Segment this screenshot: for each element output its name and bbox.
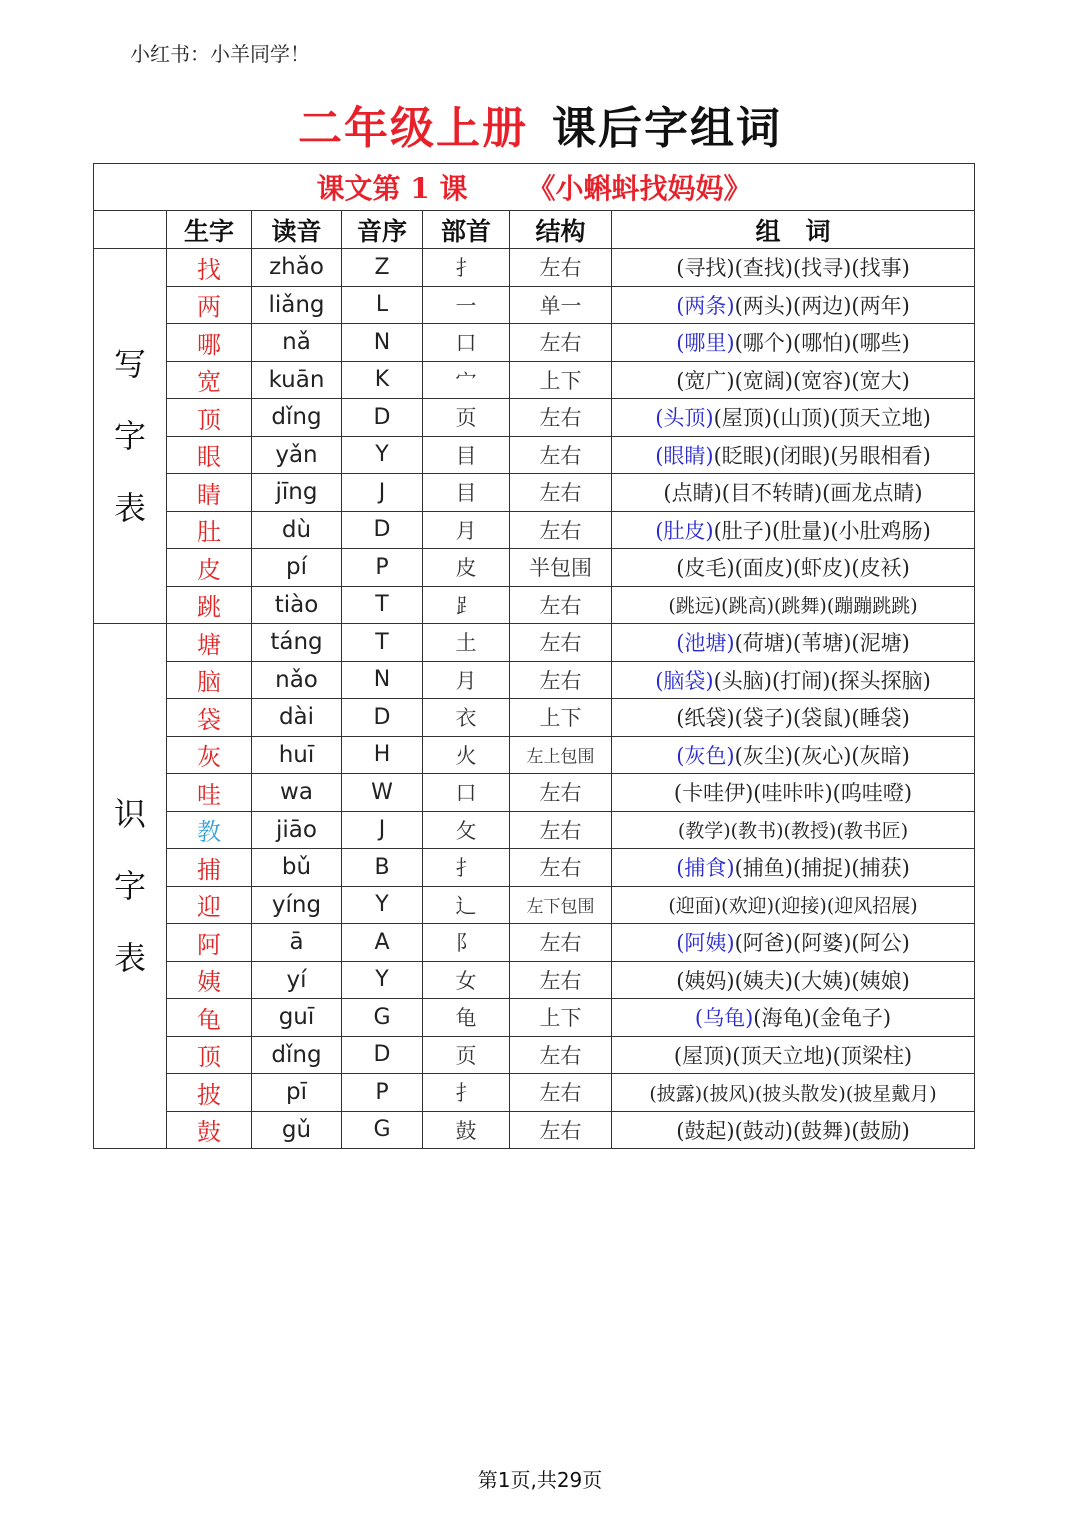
table-row: [94, 286, 975, 324]
radical-cell: 扌: [423, 1074, 510, 1112]
pinyin-cell: yíng: [252, 886, 342, 924]
section-writing-table: [94, 249, 167, 624]
table-row: [94, 436, 975, 474]
words-cell: [612, 249, 975, 287]
radical-cell: 扌: [423, 249, 510, 287]
char-cell: 眼: [167, 436, 252, 474]
word-list: (哪个)(哪怕)(哪些): [734, 331, 910, 356]
structure-cell: 左右: [510, 774, 612, 812]
pinyin-cell: dù: [252, 511, 342, 549]
lesson-number: 课文第 1 课: [316, 172, 468, 205]
highlighted-word: (肚皮): [655, 518, 714, 543]
structure-cell: 单一: [510, 286, 612, 324]
table-row: [94, 736, 975, 774]
char-cell: 鼓: [167, 1111, 252, 1149]
char-cell: 肚: [167, 511, 252, 549]
index-cell: Y: [342, 436, 423, 474]
structure-cell: 左右: [510, 961, 612, 999]
words-cell: [612, 999, 975, 1037]
word-list: (海龟)(金龟子): [753, 1006, 892, 1031]
index-cell: D: [342, 699, 423, 737]
radical-cell: 火: [423, 736, 510, 774]
index-cell: G: [342, 999, 423, 1037]
section-label: 识 字 表: [113, 795, 146, 977]
word-list: (肚子)(肚量)(小肚鸡肠): [713, 518, 931, 543]
word-list: (捕鱼)(捕捉)(捕获): [734, 856, 910, 881]
table-row: [94, 661, 975, 699]
word-list: (阿爸)(阿婆)(阿公): [734, 931, 910, 956]
word-list: (迎面)(欢迎)(迎接)(迎风招展): [668, 895, 918, 918]
title-topic: 课后字组词: [552, 103, 782, 154]
words-cell: [612, 399, 975, 437]
word-list: (寻找)(查找)(找寻)(找事): [676, 256, 910, 281]
column-header: 组 词: [612, 211, 975, 249]
char-cell: 披: [167, 1074, 252, 1112]
table-row: [94, 399, 975, 437]
char-cell: 顶: [167, 1036, 252, 1074]
word-list: (屋顶)(山顶)(顶天立地): [713, 406, 931, 431]
structure-cell: 左右: [510, 924, 612, 962]
column-header: 部首: [423, 211, 510, 249]
column-header: 音序: [342, 211, 423, 249]
structure-cell: 左右: [510, 586, 612, 624]
word-list: (皮毛)(面皮)(虾皮)(皮袄): [676, 556, 910, 581]
source-label: 小红书：小羊同学！: [130, 42, 310, 66]
highlighted-word: (捕食): [676, 856, 735, 881]
structure-cell: 左右: [510, 324, 612, 362]
structure-cell: 左右: [510, 1111, 612, 1149]
table-row: [94, 924, 975, 962]
table-row: [94, 586, 975, 624]
words-cell: [612, 736, 975, 774]
word-list: (鼓起)(鼓动)(鼓舞)(鼓励): [676, 1118, 910, 1143]
radical-cell: 皮: [423, 549, 510, 587]
table-row: [94, 549, 975, 587]
words-cell: [612, 324, 975, 362]
words-cell: [612, 811, 975, 849]
index-cell: T: [342, 624, 423, 662]
lesson-title: 《小蝌蚪找妈妈》: [527, 172, 752, 205]
word-list: (跳远)(跳高)(跳舞)(蹦蹦跳跳): [668, 595, 918, 618]
table-row: [94, 361, 975, 399]
index-cell: D: [342, 511, 423, 549]
table-row: [94, 774, 975, 812]
radical-cell: ⻊: [423, 586, 510, 624]
index-cell: P: [342, 549, 423, 587]
radical-cell: 页: [423, 1036, 510, 1074]
word-list: (姨妈)(姨夫)(大姨)(姨娘): [676, 968, 910, 993]
structure-cell: 左右: [510, 399, 612, 437]
structure-cell: 左下包围: [510, 886, 612, 924]
pinyin-cell: pí: [252, 549, 342, 587]
words-cell: [612, 361, 975, 399]
index-cell: A: [342, 924, 423, 962]
radical-cell: 女: [423, 961, 510, 999]
highlighted-word: (脑袋): [655, 668, 714, 693]
table-row: [94, 886, 975, 924]
char-cell: 顶: [167, 399, 252, 437]
words-cell: [612, 436, 975, 474]
highlighted-word: (两条): [676, 293, 735, 318]
radical-cell: 龟: [423, 999, 510, 1037]
pinyin-cell: dǐng: [252, 1036, 342, 1074]
pinyin-cell: huī: [252, 736, 342, 774]
index-cell: H: [342, 736, 423, 774]
radical-cell: 辶: [423, 886, 510, 924]
index-cell: Y: [342, 886, 423, 924]
index-cell: W: [342, 774, 423, 812]
radical-cell: 扌: [423, 849, 510, 887]
word-list: (卡哇伊)(哇咔咔)(呜哇噔): [673, 781, 913, 806]
index-cell: G: [342, 1111, 423, 1149]
char-cell: 宽: [167, 361, 252, 399]
index-cell: K: [342, 361, 423, 399]
words-cell: [612, 1074, 975, 1112]
index-cell: L: [342, 286, 423, 324]
index-cell: T: [342, 586, 423, 624]
char-cell: 龟: [167, 999, 252, 1037]
table-row: [94, 961, 975, 999]
radical-cell: 攵: [423, 811, 510, 849]
words-cell: [612, 586, 975, 624]
radical-cell: 阝: [423, 924, 510, 962]
pinyin-cell: zhǎo: [252, 249, 342, 287]
page-footer: 第1页,共29页: [477, 1468, 603, 1492]
index-cell: P: [342, 1074, 423, 1112]
char-cell: 哪: [167, 324, 252, 362]
page-title: [0, 92, 1080, 156]
words-cell: [612, 1036, 975, 1074]
word-list: (眨眼)(闭眼)(另眼相看): [713, 443, 931, 468]
table-row: [94, 1074, 975, 1112]
words-cell: [612, 699, 975, 737]
structure-cell: 左右: [510, 1074, 612, 1112]
highlighted-word: (眼睛): [655, 443, 714, 468]
radical-cell: 口: [423, 774, 510, 812]
char-cell: 皮: [167, 549, 252, 587]
pinyin-cell: dǐng: [252, 399, 342, 437]
highlighted-word: (阿姨): [676, 931, 735, 956]
highlighted-word: (头顶): [655, 406, 714, 431]
pinyin-cell: bǔ: [252, 849, 342, 887]
radical-cell: 月: [423, 661, 510, 699]
pinyin-cell: nǎ: [252, 324, 342, 362]
words-cell: [612, 286, 975, 324]
radical-cell: 宀: [423, 361, 510, 399]
table-row: [94, 474, 975, 512]
char-cell: 捕: [167, 849, 252, 887]
word-list: (教学)(教书)(教授)(教书匠): [677, 820, 909, 843]
radical-cell: 鼓: [423, 1111, 510, 1149]
title-grade: 二年级上册: [298, 103, 528, 154]
char-cell: 阿: [167, 924, 252, 962]
section-recognition-table: [94, 624, 167, 1149]
structure-cell: 左右: [510, 249, 612, 287]
word-list: (纸袋)(袋子)(袋鼠)(睡袋): [676, 706, 910, 731]
highlighted-word: (乌龟): [694, 1006, 754, 1031]
index-cell: D: [342, 1036, 423, 1074]
table-row: [94, 511, 975, 549]
words-cell: [612, 961, 975, 999]
index-cell: Y: [342, 961, 423, 999]
column-header: 结构: [510, 211, 612, 249]
word-list: (头脑)(打闹)(探头探脑): [713, 668, 931, 693]
radical-cell: 一: [423, 286, 510, 324]
char-cell: 睛: [167, 474, 252, 512]
highlighted-word: (灰色): [676, 743, 735, 768]
pinyin-cell: jīng: [252, 474, 342, 512]
index-cell: D: [342, 399, 423, 437]
radical-cell: 土: [423, 624, 510, 662]
index-cell: J: [342, 811, 423, 849]
char-cell: 跳: [167, 586, 252, 624]
words-cell: [612, 924, 975, 962]
pinyin-cell: nǎo: [252, 661, 342, 699]
structure-cell: 上下: [510, 361, 612, 399]
pinyin-cell: jiāo: [252, 811, 342, 849]
char-cell: 姨: [167, 961, 252, 999]
char-cell: 袋: [167, 699, 252, 737]
word-list: (宽广)(宽阔)(宽容)(宽大): [676, 368, 910, 393]
highlighted-word: (池塘): [676, 631, 735, 656]
index-cell: N: [342, 324, 423, 362]
word-list: (点睛)(目不转睛)(画龙点睛): [663, 481, 923, 506]
column-header: 读音: [252, 211, 342, 249]
words-cell: [612, 1111, 975, 1149]
pinyin-cell: kuān: [252, 361, 342, 399]
pinyin-cell: dài: [252, 699, 342, 737]
index-cell: Z: [342, 249, 423, 287]
structure-cell: 上下: [510, 699, 612, 737]
table-row: [94, 624, 975, 662]
table-row: [94, 324, 975, 362]
highlighted-word: (哪里): [676, 331, 735, 356]
words-cell: [612, 624, 975, 662]
structure-cell: 半包围: [510, 549, 612, 587]
words-cell: [612, 661, 975, 699]
radical-cell: 衣: [423, 699, 510, 737]
word-list: (两头)(两边)(两年): [734, 293, 910, 318]
char-cell: 两: [167, 286, 252, 324]
pinyin-cell: yí: [252, 961, 342, 999]
vocab-table: [93, 163, 975, 1149]
word-list: (灰尘)(灰心)(灰暗): [734, 743, 910, 768]
table-row: [94, 999, 975, 1037]
structure-cell: 左右: [510, 811, 612, 849]
words-cell: [612, 549, 975, 587]
char-cell: 找: [167, 249, 252, 287]
table-row: [94, 699, 975, 737]
structure-cell: 左右: [510, 436, 612, 474]
pinyin-cell: ā: [252, 924, 342, 962]
pinyin-cell: wa: [252, 774, 342, 812]
words-cell: [612, 474, 975, 512]
index-cell: N: [342, 661, 423, 699]
lesson-title-cell: [94, 164, 975, 211]
table-row: [94, 1111, 975, 1149]
index-cell: J: [342, 474, 423, 512]
structure-cell: 左右: [510, 849, 612, 887]
structure-cell: 左右: [510, 511, 612, 549]
index-cell: B: [342, 849, 423, 887]
words-cell: [612, 774, 975, 812]
table-row: [94, 811, 975, 849]
section-label: 写 字 表: [113, 345, 146, 527]
word-list: (荷塘)(苇塘)(泥塘): [734, 631, 910, 656]
pinyin-cell: yǎn: [252, 436, 342, 474]
pinyin-cell: gǔ: [252, 1111, 342, 1149]
char-cell: 脑: [167, 661, 252, 699]
table-row: [94, 1036, 975, 1074]
words-cell: [612, 886, 975, 924]
radical-cell: 页: [423, 399, 510, 437]
pinyin-cell: pī: [252, 1074, 342, 1112]
words-cell: [612, 849, 975, 887]
radical-cell: 目: [423, 436, 510, 474]
char-cell: 塘: [167, 624, 252, 662]
table-row: [94, 849, 975, 887]
char-cell: 教: [167, 811, 252, 849]
radical-cell: 月: [423, 511, 510, 549]
pinyin-cell: tiào: [252, 586, 342, 624]
pinyin-cell: liǎng: [252, 286, 342, 324]
pinyin-cell: guī: [252, 999, 342, 1037]
char-cell: 哇: [167, 774, 252, 812]
structure-cell: 左右: [510, 624, 612, 662]
table-row: [94, 249, 975, 287]
word-list: (屋顶)(顶天立地)(顶梁柱): [673, 1043, 913, 1068]
structure-cell: 上下: [510, 999, 612, 1037]
radical-cell: 目: [423, 474, 510, 512]
structure-cell: 左右: [510, 1036, 612, 1074]
column-header: 生字: [167, 211, 252, 249]
pinyin-cell: táng: [252, 624, 342, 662]
structure-cell: 左上包围: [510, 736, 612, 774]
radical-cell: 口: [423, 324, 510, 362]
structure-cell: 左右: [510, 474, 612, 512]
structure-cell: 左右: [510, 661, 612, 699]
char-cell: 灰: [167, 736, 252, 774]
word-list: (披露)(披风)(披头散发)(披星戴月): [649, 1082, 937, 1105]
char-cell: 迎: [167, 886, 252, 924]
words-cell: [612, 511, 975, 549]
header-blank: [94, 211, 167, 249]
